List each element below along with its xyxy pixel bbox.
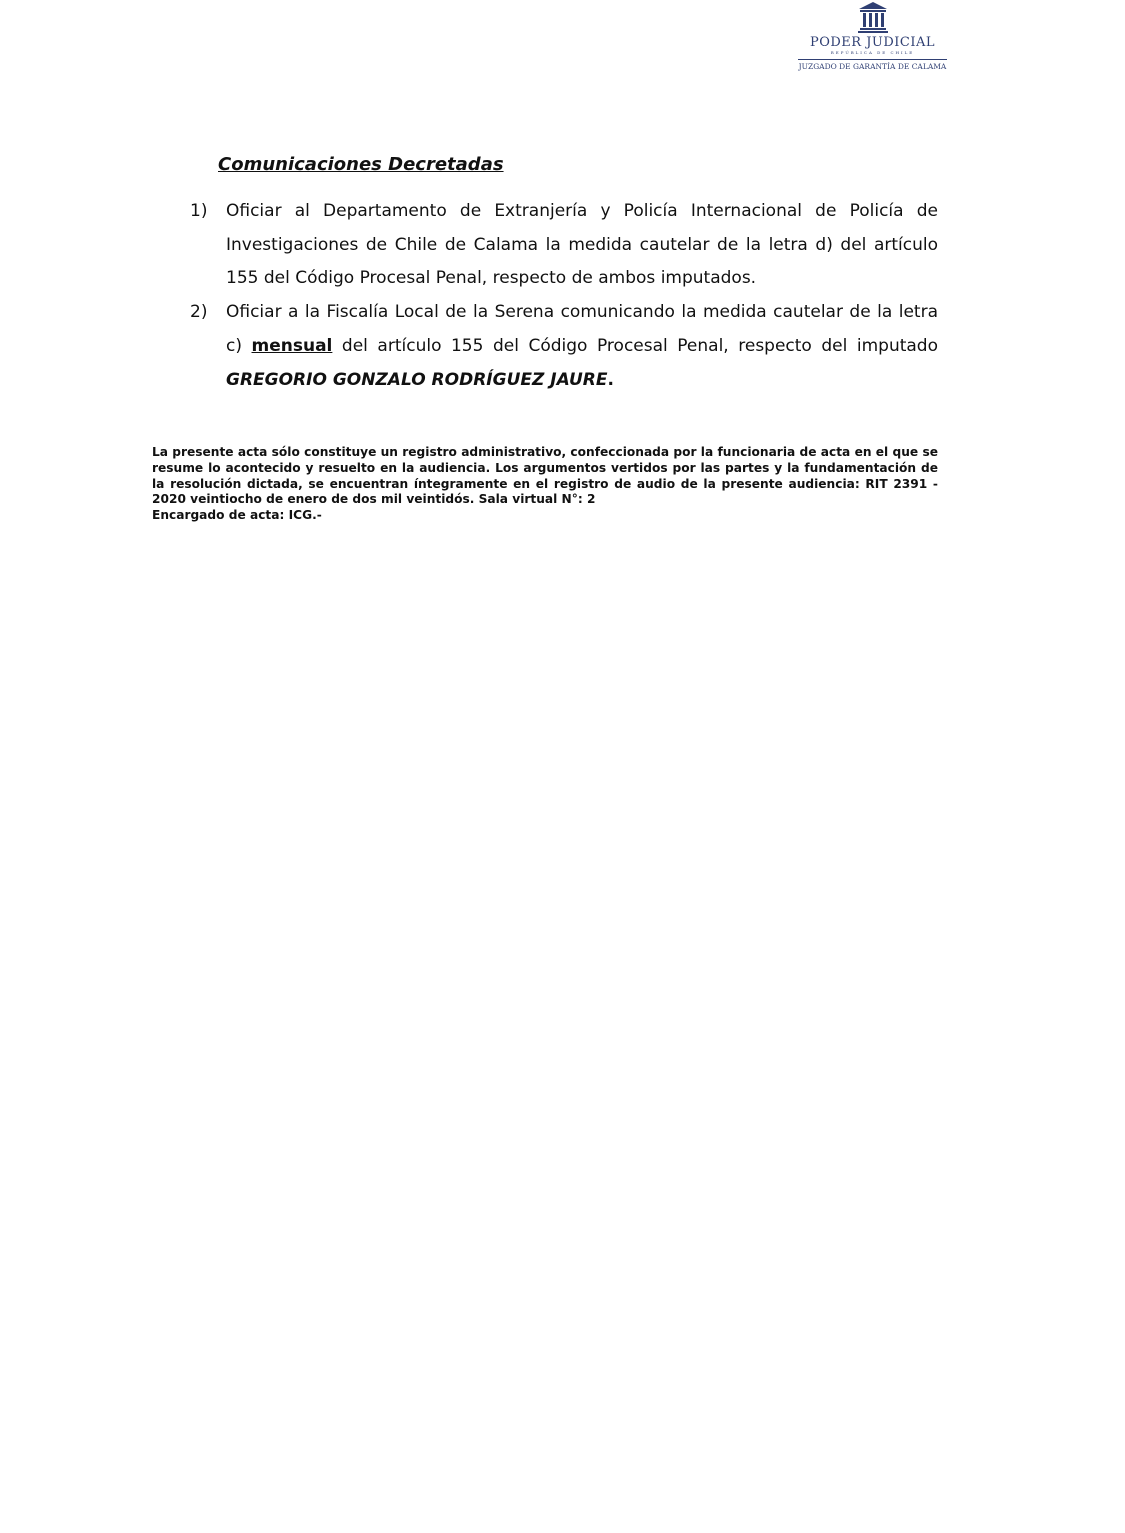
logo-subtitle: REPÚBLICA DE CHILE [830, 50, 915, 55]
logo-title: PODER JUDICIAL [809, 35, 936, 50]
list-item-text-middle: del artículo 155 del Código Procesal Penal, respecto del imputado [332, 335, 938, 356]
accused-name: GREGORIO GONZALO RODRÍGUEZ JAURE [226, 369, 608, 390]
list-item-number: 2) [190, 302, 208, 323]
orders-list [190, 195, 938, 397]
courthouse-icon [856, 0, 890, 34]
list-item-text [226, 296, 938, 397]
frequency-emphasis: mensual [251, 335, 333, 356]
administrative-note [152, 445, 938, 524]
list-item [190, 195, 938, 296]
note-body: La presente acta sólo constituye un registro administrativo, confeccionada por la funcionaria de acta en el que se resume lo acontecido y resuelto en la audiencia. Los argumentos vertidos por las partes y la fundamentación de la resolución dictada, se encuentran íntegramente en el registro de audio de la presente audiencia: RIT 2391 - 2020 veintiocho de enero de dos mil veintidós. Sala virtual N°: 2 [152, 445, 938, 507]
section-heading: Comunicaciones Decretadas [218, 154, 504, 175]
list-item-text-end: . [607, 369, 614, 390]
logo-divider [798, 59, 947, 60]
list-item-number: 1) [190, 201, 208, 221]
note-clerk: Encargado de acta: ICG.- [152, 508, 322, 523]
list-item-text-before: Oficiar a la Fiscalía Local de la Serena comunicando la medida cautelar de la letra c) [226, 302, 938, 356]
poder-judicial-logo [795, 0, 950, 80]
list-item [190, 296, 938, 397]
list-item-text: Oficiar al Departamento de Extranjería y Policía Internacional de Policía de Investigaciones de Chile de Calama la medida cautelar de la letra d) del artículo 155 del Código Procesal Penal, respecto de ambos imputados. [226, 201, 938, 289]
court-name: JUZGADO DE GARANTÍA DE CALAMA [798, 62, 947, 71]
